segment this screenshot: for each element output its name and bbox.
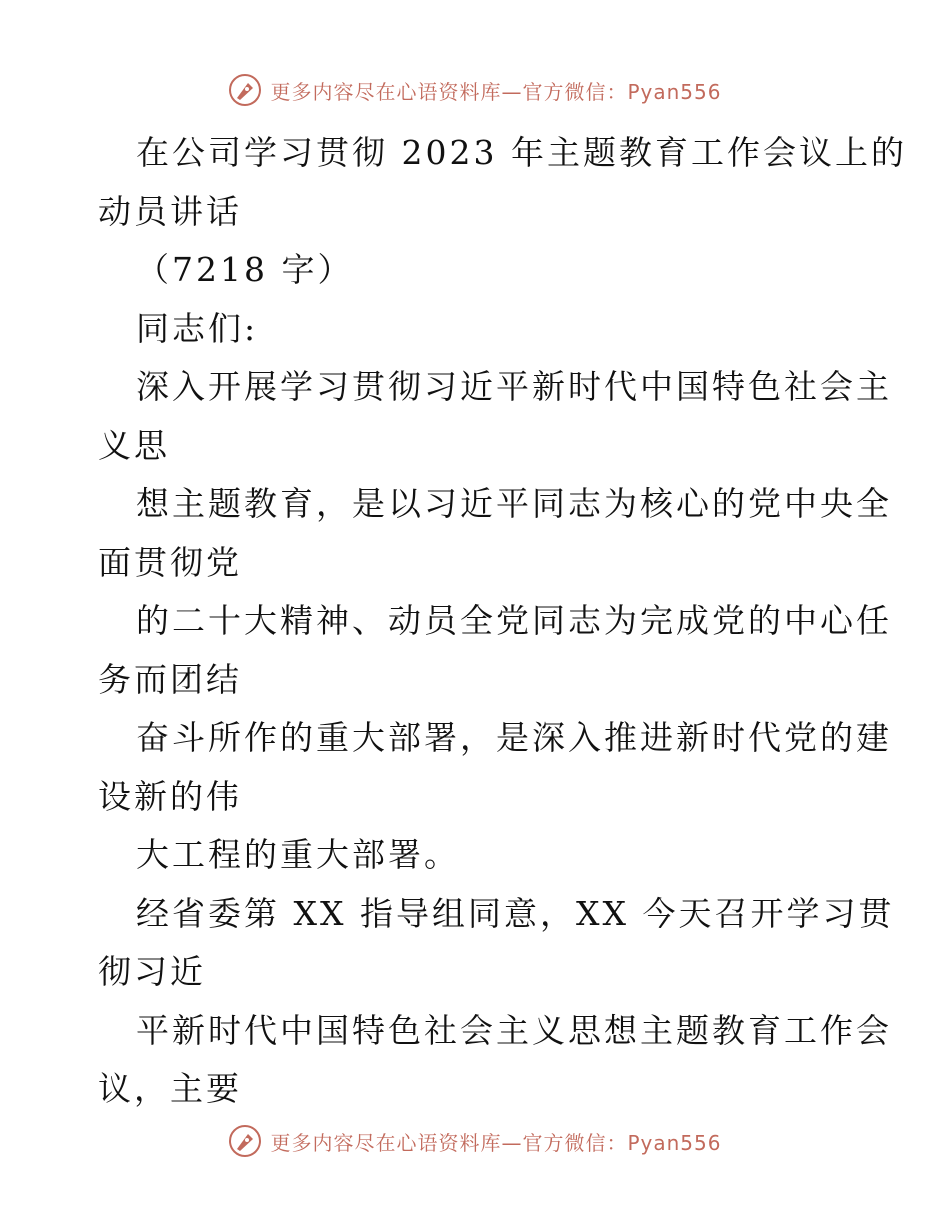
text-line: 奋斗所作的重大部署，是深入推进新时代党的建 bbox=[136, 718, 892, 757]
text-line: 深入开展学习贯彻习近平新时代中国特色社会主 bbox=[136, 367, 892, 406]
pen-nib-logo-icon bbox=[228, 73, 262, 107]
text-line: 同志们: bbox=[136, 308, 259, 348]
text-line: 彻习近 bbox=[98, 952, 206, 991]
text-line: 大工程的重大部署。 bbox=[136, 835, 460, 874]
watermark-header bbox=[0, 70, 950, 110]
text-line: 在公司学习贯彻 2023 年主题教育工作会议上的 bbox=[136, 133, 907, 172]
text-line: 设新的伟 bbox=[98, 776, 242, 816]
watermark-footer bbox=[0, 1121, 950, 1161]
text-line: 议，主要 bbox=[98, 1069, 242, 1108]
pen-nib-logo-icon bbox=[228, 1124, 262, 1158]
text-line: 平新时代中国特色社会主义思想主题教育工作会 bbox=[136, 1010, 892, 1050]
text-line: 务而团结 bbox=[98, 659, 242, 699]
text-line: 的二十大精神、动员全党同志为完成党的中心任 bbox=[136, 601, 892, 640]
watermark-text: 更多内容尽在心语资料库—官方微信：Pyan556 bbox=[270, 1130, 722, 1155]
text-line: 动员讲话 bbox=[98, 191, 242, 231]
watermark-text: 更多内容尽在心语资料库—官方微信：Pyan556 bbox=[270, 79, 722, 104]
text-line: （7218 字） bbox=[136, 250, 354, 289]
text-line: 经省委第 XX 指导组同意，XX 今天召开学习贯 bbox=[136, 893, 895, 933]
text-line: 面贯彻党 bbox=[98, 542, 242, 582]
document-body bbox=[98, 124, 907, 1119]
text-line: 义思 bbox=[98, 425, 170, 465]
text-line: 想主题教育，是以习近平同志为核心的党中央全 bbox=[136, 484, 892, 523]
